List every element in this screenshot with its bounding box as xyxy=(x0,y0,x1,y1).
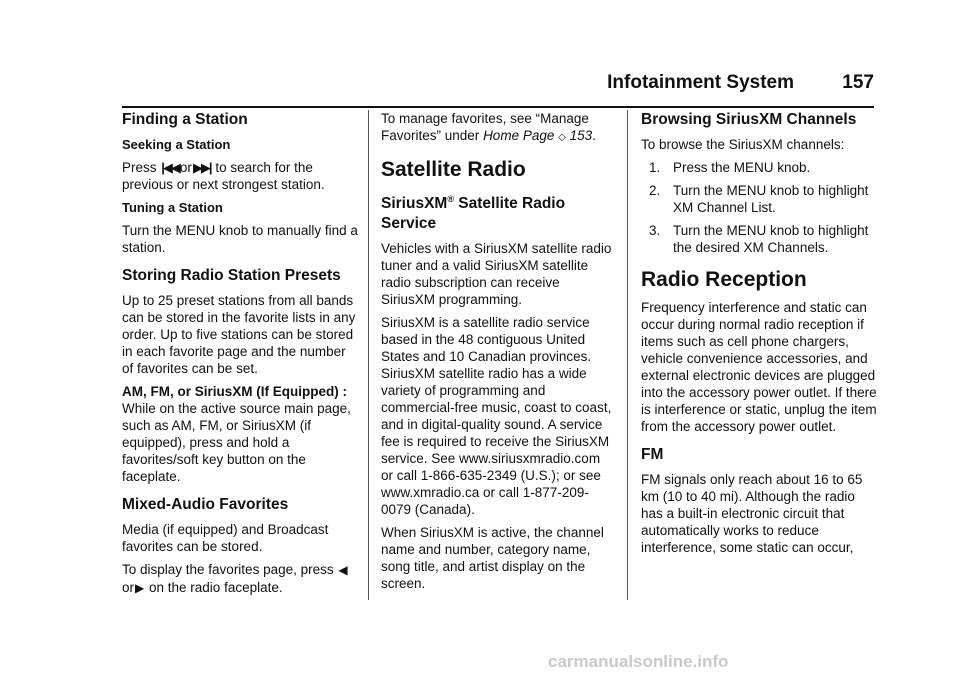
triangle-left-icon: ◀ xyxy=(338,563,348,577)
fm-paragraph: FM signals only reach about 16 to 65 km (10 to 40 mi). Although the radio has a built-in electronic circuit that automatically works to reduce interference, some static can occur, xyxy=(641,472,863,555)
heading-tuning-station: Tuning a Station xyxy=(122,200,223,215)
siriusxm-paragraph-2: SiriusXM is a satellite radio service based in the 48 contiguous United States and 10 Canadian provinces. SiriusXM satellite radio has a wide variety of programming and commercial-free music, coast to coast, and in digital-quality sound. A service fee is required to receive the SiriusXM service. See www.siriusxmradio.com or call 1-866-635-2349 (U.S.); or see www.xmradio.ca or call 1-877-209-0079 (Canada). xyxy=(381,315,612,518)
column-3 xyxy=(641,110,877,562)
heading-siriusxm-service: SiriusXM® Satellite Radio Service xyxy=(381,194,566,233)
display-favorites-paragraph: To display the favorites page, press ◀or▶ on the radio faceplate. xyxy=(122,562,348,595)
seek-forward-icon: ▶▶| xyxy=(192,160,211,175)
column-1 xyxy=(122,110,358,603)
storing-paragraph: Up to 25 preset stations from all bands can be stored in the favorite lists in any order. Up to five stations can be stored in each favorite page and the number of favorites can be set. xyxy=(122,293,356,376)
manage-favorites-paragraph: To manage favorites, see “Manage Favorites” under Home Page ◇ 153. xyxy=(381,111,596,143)
heading-mixed-audio: Mixed-Audio Favorites xyxy=(122,496,289,513)
page-reference[interactable]: 153 xyxy=(569,128,593,143)
column-divider-2 xyxy=(627,110,628,600)
heading-fm: FM xyxy=(641,446,664,463)
seek-paragraph: Press |◀◀or▶▶| to search for the previous or next strongest station. xyxy=(122,160,325,192)
triangle-right-icon: ▶ xyxy=(135,581,145,595)
heading-seeking-station: Seeking a Station xyxy=(122,137,231,152)
heading-radio-reception: Radio Reception xyxy=(641,268,807,291)
seek-back-icon: |◀◀ xyxy=(161,160,179,175)
tuning-paragraph: Turn the MENU knob to manually find a station. xyxy=(122,223,358,255)
browsing-steps xyxy=(641,159,877,256)
reception-paragraph: Frequency interference and static can occur during normal radio reception if items such as cell phone chargers, vehicle convenience accessories, and external electronic devices are plugged into the accessory power outlet. If there is interference or static, unplug the item from the accessory power outlet. xyxy=(641,300,877,434)
heading-browsing-channels: Browsing SiriusXM Channels xyxy=(641,111,857,128)
watermark: carmanualsonline.info xyxy=(548,652,729,671)
column-2 xyxy=(381,110,614,598)
page-reference-icon: ◇ xyxy=(558,132,566,143)
section-title: Infotainment System xyxy=(607,72,794,93)
heading-storing-presets: Storing Radio Station Presets xyxy=(122,267,341,284)
heading-satellite-radio: Satellite Radio xyxy=(381,158,526,181)
home-page-link[interactable]: Home Page xyxy=(483,128,555,143)
siriusxm-paragraph-3: When SiriusXM is active, the channel name and number, category name, song title, and artist display on the screen. xyxy=(381,525,604,592)
step-3: 3. Turn the MENU knob to highlight the desired XM Channels. xyxy=(649,223,869,255)
column-divider-1 xyxy=(368,110,369,600)
siriusxm-paragraph-1: Vehicles with a SiriusXM satellite radio tuner and a valid SiriusXM satellite radio subscription can receive SiriusXM programming. xyxy=(381,241,612,308)
mixed-paragraph: Media (if equipped) and Broadcast favorites can be stored. xyxy=(122,522,329,554)
browsing-intro: To browse the SiriusXM channels: xyxy=(641,137,845,152)
heading-finding-station: Finding a Station xyxy=(122,111,248,128)
am-fm-leadin: AM, FM, or SiriusXM (If Equipped) : xyxy=(122,384,347,399)
step-2: 2. Turn the MENU knob to highlight XM Channel List. xyxy=(649,183,869,215)
step-1: 1. Press the MENU knob. xyxy=(649,160,811,175)
page-header xyxy=(122,66,874,108)
page-number: 157 xyxy=(842,72,874,93)
am-fm-paragraph: AM, FM, or SiriusXM (If Equipped) : While on the active source main page, such as AM, FM, or SiriusXM (if equipped), press and hold a favorites/soft key button on the faceplate. xyxy=(122,384,351,484)
